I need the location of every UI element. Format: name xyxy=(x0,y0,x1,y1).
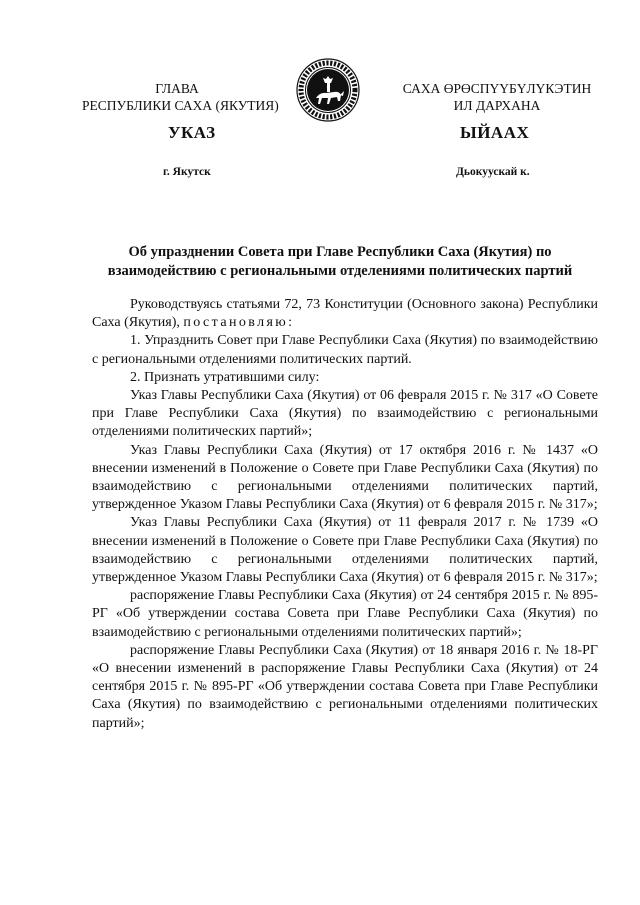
paragraph-item-2: 2. Признать утратившими силу: xyxy=(130,369,320,385)
coat-of-arms-icon xyxy=(296,58,360,122)
issuer-ru-line1: ГЛАВА xyxy=(155,81,199,96)
document-body xyxy=(92,296,598,733)
paragraph-repeal-1: Указ Главы Республики Саха (Якутия) от 06 февраля 2015 г. № 317 «О Совете при Главе Республики Саха (Якутия) по взаимодействию с региональными отделениями политических партий»; xyxy=(92,388,598,440)
decree-type-ru: УКАЗ xyxy=(168,123,216,142)
issuer-sah xyxy=(384,80,610,114)
title-line2: взаимодействию с региональными отделениями политических партий xyxy=(107,263,573,279)
issuer-ru-line2: РЕСПУБЛИКИ САХА (ЯКУТИЯ) xyxy=(82,98,279,113)
document-title xyxy=(80,243,600,281)
issuer-sah-line2: ИЛ ДАРХАНА xyxy=(453,98,541,113)
paragraph-repeal-5: распоряжение Главы Республики Саха (Якутия) от 18 января 2016 г. № 18-РГ «О внесении изменений в распоряжение Главы Республики Саха (Якутия) от 24 сентября 2015 г. № 895-РГ «Об утверждении состава Совета при Главе Республики Саха (Якутия) по взаимодействию с региональными отделениями политических партий»; xyxy=(92,642,598,731)
city-sah: Дьокуускай к. xyxy=(456,166,530,178)
paragraph-repeal-3: Указ Главы Республики Саха (Якутия) от 11 февраля 2017 г. № 1739 «О внесении изменений в Положение о Совете при Главе Республики Саха (Якутия) по взаимодействию с региональными отделениями политических партий, утвержденное Указом Главы Республики Саха (Якутия) от 6 февраля 2015 г. № 317»; xyxy=(92,515,598,586)
issuer-sah-line1: САХА ӨРӨСПҮҮБҮЛҮКЭТИН xyxy=(402,81,592,96)
title-line1: Об упразднении Совета при Главе Республики Саха (Якутия) по xyxy=(128,244,552,260)
issuer-ru xyxy=(82,80,279,114)
preamble-text: Руководствуясь статьями 72, 73 Конституции (Основного закона) Республики Саха (Якутия), xyxy=(92,297,598,331)
city-ru: г. Якутск xyxy=(163,166,211,178)
decree-type-sah: ЫЙААХ xyxy=(460,123,530,142)
resolve-word: постановляю: xyxy=(183,315,295,331)
paragraph-repeal-4: распоряжение Главы Республики Саха (Якутия) от 24 сентября 2015 г. № 895-РГ «Об утверждении состава Совета при Главе Республики Саха (Якутия) по взаимодействию с региональными отделениями политических партий»; xyxy=(92,588,598,640)
paragraph-preamble xyxy=(92,296,598,332)
paragraph-item-1: 1. Упразднить Совет при Главе Республики Саха (Якутия) по взаимодействию с региональными отделениями политических партий. xyxy=(92,333,598,367)
paragraph-repeal-2: Указ Главы Республики Саха (Якутия) от 17 октября 2016 г. № 1437 «О внесении изменений в Положение о Совете при Главе Республики Саха (Якутия) по взаимодействию с региональными отделениями политических партий, утвержденное Указом Главы Республики Саха (Якутия) от 6 февраля 2015 г. № 317»; xyxy=(92,442,598,513)
